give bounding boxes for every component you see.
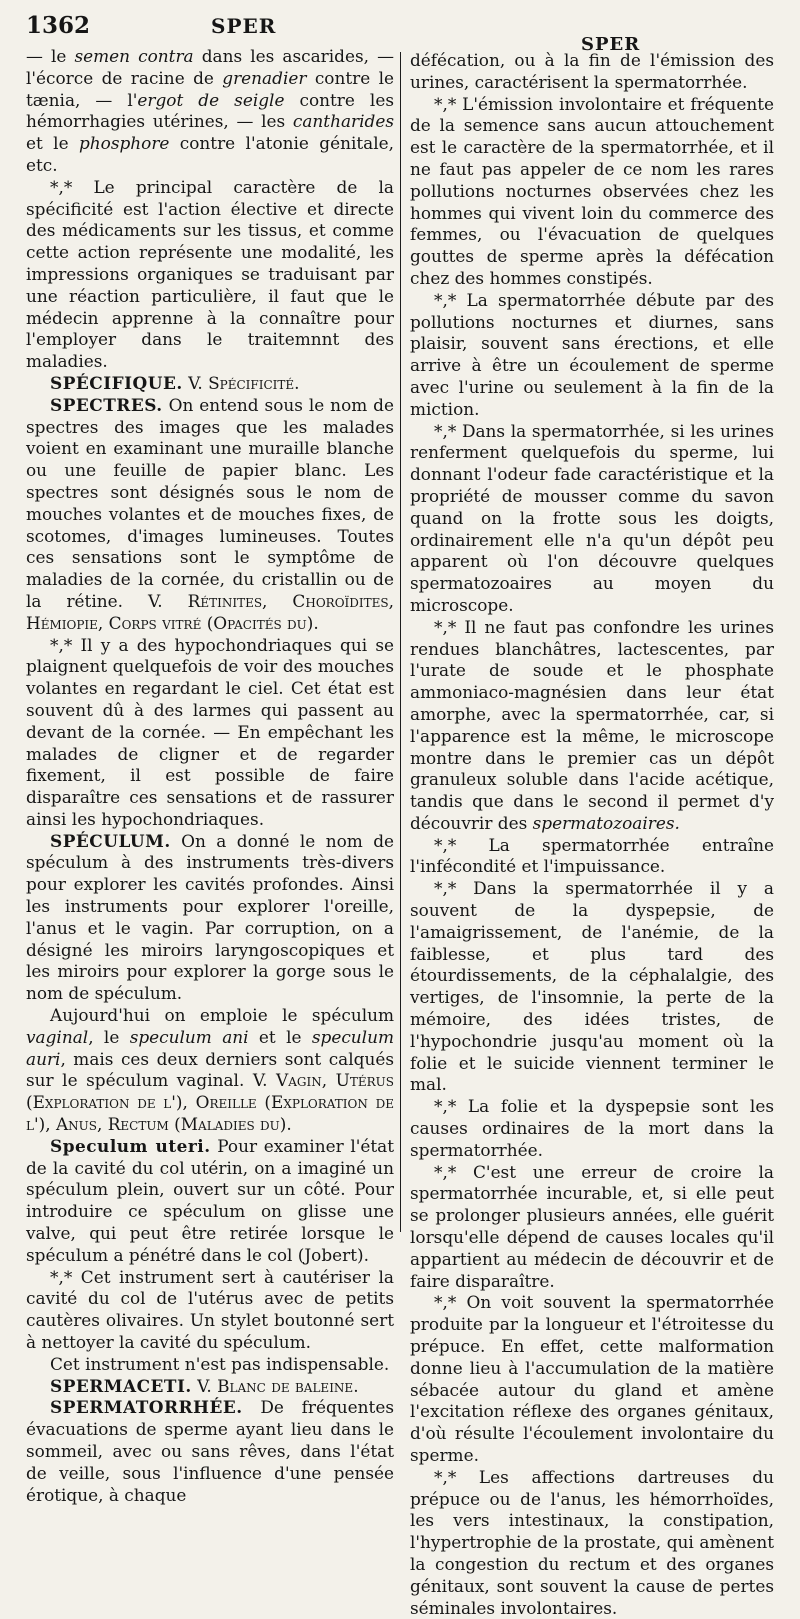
- paragraph-continuation: défécation, ou à la fin de l'émission des urines, caractérisent la spermatorrhée.: [410, 50, 774, 92]
- paragraph-urine: *,* Dans la spermatorrhée, si les urines renferment quelquefois du sperme, lui donnant l'odeur fade caractéristique et la propriété de mousser comme du savon quand on la frotte sous les doigts, ordinairement elle n'a qu'un dépôt peu apparent où l'on découvre quelques spermatozoaires au moyen du microscope.: [410, 420, 774, 615]
- entry-speculum-uteri: Speculum uteri. Pour examiner l'état de la cavité du col utérin, on a imaginé un spéculum plein, ouvert sur un côté. Pour introduire ce spéculum on glisse une valve, qui peut être retirée lorsque le spéculum a pénétré dans le col (Jobert).: [26, 1135, 395, 1265]
- entry-headword: Speculum uteri.: [50, 1135, 211, 1156]
- entry-headword: SPERMATORRHÉE.: [50, 1397, 243, 1418]
- paragraph-curability: *,* C'est une erreur de croire la spermatorrhée incurable, et, si elle peut se prolonger plusieurs années, elle guérit lorsqu'elle dépend de causes locales qu'il appartient au médecin de découvrir et de faire disparaître.: [410, 1161, 774, 1291]
- entry-spermatorrhee: SPERMATORRHÉE. De fréquentes évacuations de sperme ayant lieu dans le sommeil, avec ou sans rêves, dans l'état de veille, sous l'influence d'une pensée érotique, à chaque: [26, 1397, 394, 1505]
- paragraph-symptoms: *,* Dans la spermatorrhée il y a souvent de la dyspepsie, de l'amaigrissement, de l'anémie, de la faiblesse, et plus tard des étourdissements, de la céphalalgie, des vertiges, de l'insomnie, la perte de la mémoire, des idées tristes, de l'hypochondrie jusqu'au moment où la folie et le suicide viennent terminer le mal.: [410, 878, 774, 1095]
- paragraph-spectres-note: *,* Il y a des hypochondriaques qui se plaignent quelquefois de voir des mouches volantes en regardant le ciel. Cet état est souvent dû à des larmes qui passent au devant de la cornée. — En empêchant les malades de cligner et de regarder fixement, il est possible de faire disparaître ces sensations et de rassurer ainsi les hypochondriaques.: [26, 634, 394, 829]
- column-divider: [400, 52, 401, 1232]
- entry-headword: SPÉCIFIQUE.: [50, 372, 183, 393]
- page-number: 1362: [26, 12, 91, 39]
- paragraph-diagnosis: *,* Il ne faut pas confondre les urines rendues blanchâtres, lactescentes, par l'urate de soude et le phosphate ammoniaco-magnésien dans leur état amorphe, avec la spermatorrhée, car, si l'apparence est la même, le microscope montre dans le premier cas un dépôt granuleux soluble dans l'acide acétique, tandis que dans le second il permet d'y découvrir des spermatozoaires.: [410, 616, 774, 833]
- paragraph-specificity: *,* Le principal caractère de la spécificité est l'action élective et directe des médicaments sur les tissus, et comme cette action représente une modalité, les impressions organiques se traduisant par une réaction particulière, il faut que le médecin apprenne à la connaître pour l'employer dans le traitemnnt des maladies.: [26, 176, 394, 372]
- entry-specifique: SPÉCIFIQUE. V. Spécificité.: [50, 372, 300, 393]
- paragraph-causes-of-death: *,* La folie et la dyspepsie sont les causes ordinaires de la mort dans la spermatorrhée.: [410, 1096, 774, 1160]
- paragraph-affections: *,* Les affections dartreuses du prépuce ou de l'anus, les hémorrhoïdes, les vers intestinaux, la constipation, l'hypertrophie de la prostate, qui amènent la congestion du rectum et des organes génitaux, sont souvent la cause de pertes séminales involontaires.: [410, 1466, 774, 1618]
- entry-headword: SPECTRES.: [50, 394, 163, 415]
- entry-headword: SPERMACETI.: [50, 1375, 192, 1396]
- entry-spermaceti: SPERMACETI. V. Blanc de baleine.: [50, 1375, 359, 1396]
- paragraph-speculum-types: Aujourd'hui on emploie le spéculum vaginal, le speculum ani et le speculum auri, mais ces deux derniers sont calqués sur le spéculum vaginal. V. Vagin, Utérus (Exploration de l'), Oreille (Exploration de l'), Anus, Rectum (Maladies du).: [26, 1005, 395, 1135]
- paragraph-definition: *,* L'émission involontaire et fréquente de la semence sans aucun attouchement est le caractère de la spermatorrhée, et il ne faut pas appeler de ce nom les rares pollutions nocturnes observées chez les hommes qui vivent loin du commerce des femmes, ou l'évacuation de quelques gouttes de sperme après la défécation chez des hommes constipés.: [410, 93, 774, 288]
- paragraph-onset: *,* La spermatorrhée débute par des pollutions nocturnes et diurnes, sans plaisir, souvent sans érections, et elle arrive à être un écoulement de sperme avec l'urine ou seulement à la fin de la miction.: [410, 289, 774, 419]
- paragraph-uteri-note: *,* Cet instrument sert à cautériser la cavité du col de l'utérus avec de petits cautères olivaires. Un stylet boutonné sert à nettoyer la cavité du spéculum.: [26, 1266, 394, 1353]
- paragraph-uteri-remark: Cet instrument n'est pas indispensable.: [50, 1353, 390, 1374]
- right-column: [410, 50, 774, 1619]
- page-header: [26, 6, 770, 55]
- entry-headword: SPÉCULUM.: [50, 830, 171, 851]
- left-column: [26, 46, 394, 1506]
- paragraph-infecundity: *,* La spermatorrhée entraîne l'infécondité et l'impuissance.: [410, 834, 774, 877]
- entry-spectres: SPECTRES. On entend sous le nom de spectres des images que les malades voient en examinant une muraille blanche ou une feuille de papier blanc. Les spectres sont désignés sous le nom de mouches volantes et de mouches fixes, de scotomes, d'images lumineuses. Toutes ces sensations sont le symptôme de maladies de la cornée, du cristallin ou de la rétine. V. Rétinites, Choroïdites, Hémiopie, Corps vitré (Opacités du).: [26, 394, 394, 633]
- right-running-title: SPER: [581, 34, 641, 55]
- entry-speculum: SPÉCULUM. On a donné le nom de spéculum à des instruments très-divers pour explorer les cavités profondes. Ainsi les instruments pour explorer l'oreille, l'anus et le vagin. Par corruption, on a désigné les miroirs laryngoscopiques et les miroirs pour explorer la gorge sous le nom de spéculum.: [26, 830, 394, 1004]
- paragraph-prepuce: *,* On voit souvent la spermatorrhée produite par la longueur et l'étroitesse du prépuce. En effet, cette malformation donne lieu à l'accumulation de la matière sébacée autour du gland et amène l'excitation réflexe des organes génitaux, d'où résulte l'écoulement involontaire du sperme.: [410, 1292, 774, 1465]
- left-running-title: SPER: [211, 14, 277, 38]
- paragraph-specific-remedies: — le semen contra dans les ascarides, — l'écorce de racine de grenadier contre le tænia, — l'ergot de seigle contre les hémorrhagies utérines, — les cantharides et le phosphore contre l'atonie génitale, etc.: [26, 46, 394, 175]
